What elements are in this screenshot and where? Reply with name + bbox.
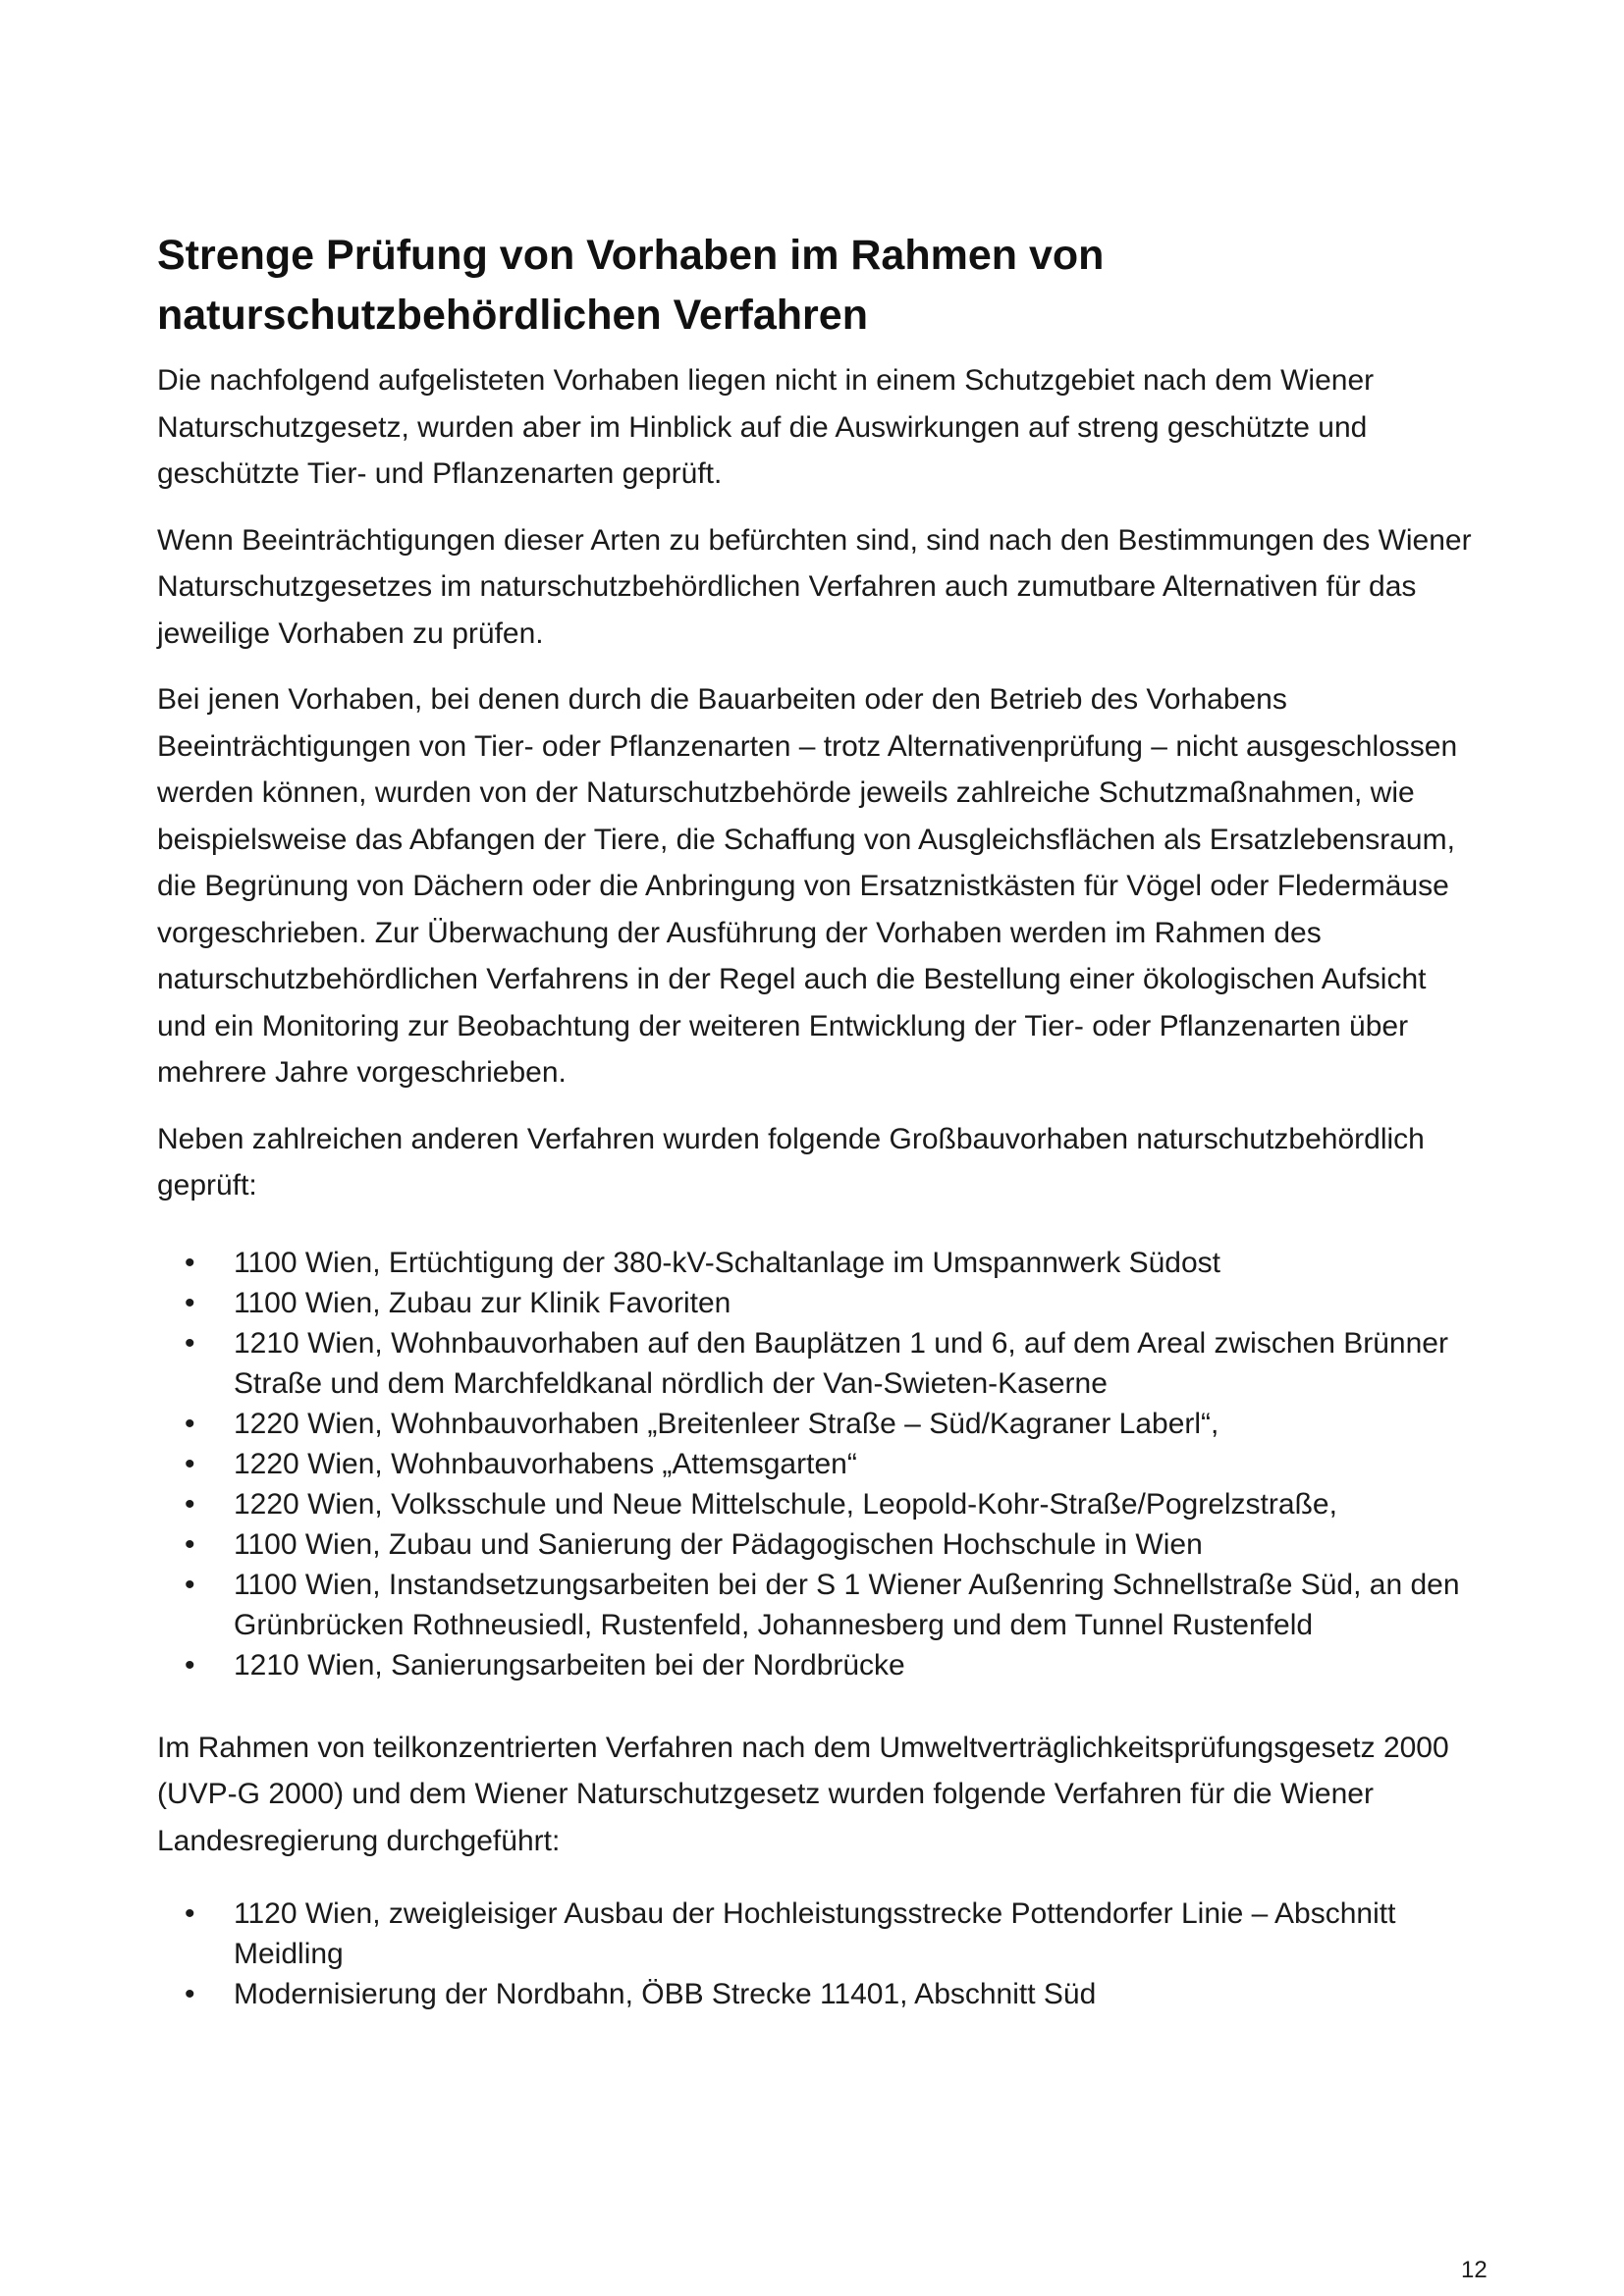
list-item: • 1100 Wien, Instandsetzungsarbeiten bei der S 1 Wiener Außenring Schnellstraße Süd, an den Grünbrücken Rothneusiedl, Rustenfeld, Johannesberg und dem Tunnel Rustenfeld (157, 1565, 1483, 1645)
list-item: • 1220 Wien, Wohnbauvorhaben „Breitenleer Straße – Süd/Kagraner Laberl“, (157, 1404, 1483, 1444)
bullet-icon: • (185, 1246, 195, 1279)
uvp-project-list (157, 1894, 1483, 2014)
bullet-icon: • (185, 1978, 195, 2010)
page-number: 12 (1461, 2257, 1488, 2283)
bullet-icon: • (185, 1648, 195, 1682)
bullet-icon: • (185, 1286, 195, 1319)
bullet-icon: • (185, 1568, 195, 1601)
bullet-icon: • (185, 1487, 195, 1521)
paragraph-intro: Die nachfolgend aufgelisteten Vorhaben liegen nicht in einem Schutzgebiet nach dem Wiener Naturschutzgesetz, wurden aber im Hinblick auf die Auswirkungen auf streng geschützte und geschützte Tier- und Pflanzenarten geprüft. (157, 364, 1375, 490)
list-item: • 1100 Wien, Ertüchtigung der 380-kV-Schaltanlage im Umspannwerk Südost (157, 1243, 1483, 1283)
bullet-icon: • (185, 1527, 195, 1561)
section-heading: Strenge Prüfung von Vorhaben im Rahmen von naturschutzbehördlichen Verfahren (157, 232, 1105, 339)
paragraph-protective-measures: Bei jenen Vorhaben, bei denen durch die Bauarbeiten oder den Betrieb des Vorhabens Beeinträchtigungen von Tier- oder Pflanzenarten – trotz Alternativenprüfung – nicht ausgeschlossen werden können, wurden von der Naturschutzbehörde jeweils zahlreiche Schutzmaßnahmen, wie beispielsweise das Abfangen der Tiere, die Schaffung von Ausgleichsflächen als Ersatzlebensraum, die Begrünung von Dächern oder die Anbringung von Ersatznistkästen für Vögel oder Fledermäuse vorgeschrieben. Zur Überwachung der Ausführung der Vorhaben werden im Rahmen des naturschutzbehördlichen Verfahrens in der Regel auch die Bestellung einer ökologischen Aufsicht und ein Monitoring zur Beobachtung der weiteren Entwicklung der Tier- oder Pflanzenarten über mehrere Jahre vorgeschrieben. (157, 683, 1458, 1089)
list-item: • 1220 Wien, Wohnbauvorhabens „Attemsgarten“ (157, 1444, 1483, 1484)
paragraph-uvp: Im Rahmen von teilkonzentrierten Verfahren nach dem Umweltverträglichkeitsprüfungsgesetz 2000 (UVP-G 2000) und dem Wiener Naturschutzgesetz wurden folgende Verfahren für die Wiener Landesregierung durchgeführt: (157, 1731, 1449, 1857)
bullet-icon: • (185, 1407, 195, 1440)
list-item: • 1210 Wien, Wohnbauvorhaben auf den Bauplätzen 1 und 6, auf dem Areal zwischen Brünner Straße und dem Marchfeldkanal nördlich der Van-Swieten-Kaserne (157, 1323, 1483, 1404)
bullet-icon: • (185, 1447, 195, 1480)
paragraph-alternatives: Wenn Beeinträchtigungen dieser Arten zu befürchten sind, sind nach den Bestimmungen des Wiener Naturschutzgesetzes im naturschutzbehördlichen Verfahren auch zumutbare Alternativen für das jeweilige Vorhaben zu prüfen. (157, 523, 1472, 650)
list-item: • 1100 Wien, Zubau zur Klinik Favoriten (157, 1283, 1483, 1323)
list-item: • 1210 Wien, Sanierungsarbeiten bei der Nordbrücke (157, 1645, 1483, 1685)
bullet-icon: • (185, 1897, 195, 1930)
list-item: • Modernisierung der Nordbahn, ÖBB Strecke 11401, Abschnitt Süd (157, 1974, 1483, 2014)
list-item: • 1220 Wien, Volksschule und Neue Mittelschule, Leopold-Kohr-Straße/Pogrelzstraße, (157, 1484, 1483, 1524)
page-content (157, 226, 1483, 2054)
project-list (157, 1243, 1483, 1685)
list-item: • 1120 Wien, zweigleisiger Ausbau der Hochleistungsstrecke Pottendorfer Linie – Abschnitt Meidling (157, 1894, 1483, 1974)
bullet-icon: • (185, 1326, 195, 1360)
list-item: • 1100 Wien, Zubau und Sanierung der Pädagogischen Hochschule in Wien (157, 1524, 1483, 1565)
paragraph-list-intro: Neben zahlreichen anderen Verfahren wurden folgende Großbauvorhaben naturschutzbehördlich geprüft: (157, 1122, 1425, 1201)
